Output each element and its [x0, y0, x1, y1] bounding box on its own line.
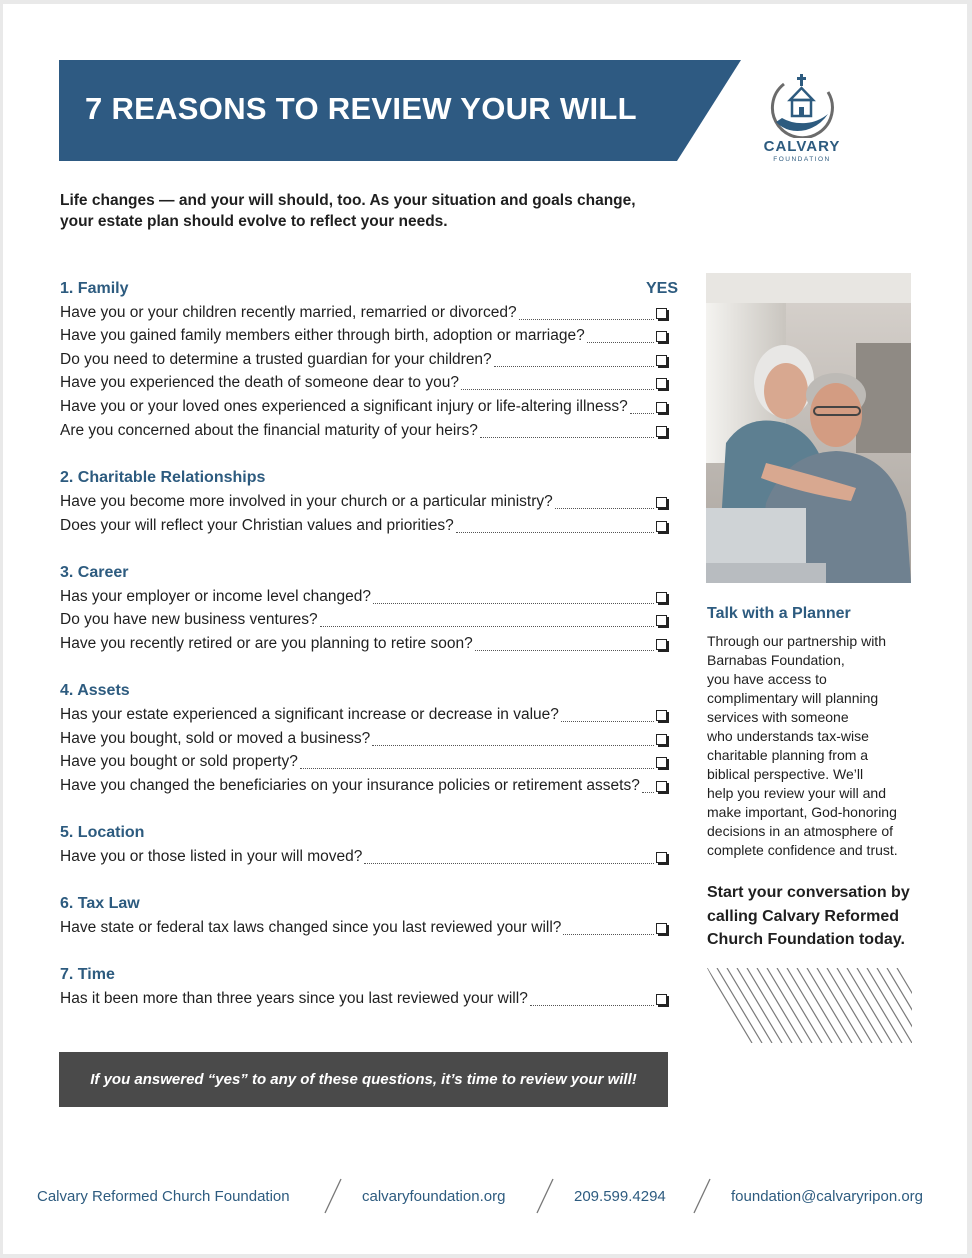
checklist-item [60, 917, 670, 939]
logo-name: CALVARY [763, 138, 841, 155]
checkbox[interactable] [656, 994, 667, 1005]
checkbox[interactable] [656, 378, 667, 389]
checkbox[interactable] [656, 615, 667, 626]
question-text: Have you or those listed in your will moved? [60, 848, 363, 865]
checklist-item [60, 586, 670, 608]
checkbox[interactable] [656, 923, 667, 934]
checkbox[interactable] [656, 355, 667, 366]
checklist-item [60, 349, 670, 371]
intro-line: Life changes — and your will should, too. As your situation and goals change, [60, 192, 636, 209]
section-heading: 4. Assets [60, 682, 130, 699]
question-text: Have you or your children recently married, remarried or divorced? [60, 304, 517, 321]
dot-leader [494, 353, 654, 367]
dot-leader [587, 329, 654, 343]
question-text: Has your estate experienced a significant increase or decrease in value? [60, 706, 559, 723]
checkbox[interactable] [656, 710, 667, 721]
checklist-item [60, 515, 670, 537]
footer-divider [323, 1177, 343, 1215]
question-text: Have you changed the beneficiaries on your insurance policies or retirement assets? [60, 777, 640, 794]
sidebar-line: complimentary will planning [707, 690, 879, 706]
intro-line: your estate plan should evolve to reflect your needs. [60, 213, 448, 230]
question-text: Have you become more involved in your church or a particular ministry? [60, 493, 553, 510]
checklist-item [60, 491, 670, 513]
sidebar-line: decisions in an atmosphere of [707, 823, 893, 839]
footer-email-link[interactable]: foundation@calvaryripon.org [731, 1188, 924, 1205]
footer-phone[interactable]: 209.599.4294 [574, 1188, 666, 1205]
footer-divider [535, 1177, 555, 1215]
page-title: 7 REASONS TO REVIEW YOUR WILL [85, 91, 637, 126]
question-text: Have state or federal tax laws changed since you last reviewed your will? [60, 919, 562, 936]
dot-leader [530, 992, 654, 1006]
checkbox[interactable] [656, 592, 667, 603]
question-text: Does your will reflect your Christian values and priorities? [60, 517, 454, 534]
checkbox[interactable] [656, 426, 667, 437]
question-text: Have you experienced the death of someone dear to you? [60, 374, 459, 391]
sidebar-line: services with someone [707, 709, 849, 725]
question-text: Have you or your loved ones experienced a significant injury or life-altering illness? [60, 398, 628, 415]
dot-leader [456, 519, 654, 533]
sidebar-line: make important, God-honoring [707, 804, 897, 820]
question-text: Have you recently retired or are you planning to retire soon? [60, 635, 473, 652]
dot-leader [563, 921, 654, 935]
cta-line: Start your conversation by [707, 884, 910, 901]
checkbox[interactable] [656, 734, 667, 745]
question-text: Do you need to determine a trusted guardian for your children? [60, 351, 492, 368]
diagonal-hatch-decoration [707, 968, 912, 1043]
calvary-logo [762, 70, 842, 170]
sidebar-line: Through our partnership with [707, 633, 886, 649]
dot-leader [320, 613, 654, 627]
checklist-item [60, 372, 670, 394]
checklist-item [60, 609, 670, 631]
sidebar-call-to-action [707, 881, 927, 952]
section-heading: 5. Location [60, 824, 145, 841]
checklist-item [60, 302, 670, 324]
logo-subtitle: FOUNDATION [773, 156, 831, 163]
question-text: Have you bought or sold property? [60, 753, 298, 770]
title-banner [59, 60, 741, 161]
sidebar-line: help you review your will and [707, 785, 886, 801]
section-heading: 3. Career [60, 564, 129, 581]
footer-divider [692, 1177, 712, 1215]
checklist-item [60, 775, 670, 797]
dot-leader [461, 376, 654, 390]
sidebar-heading: Talk with a Planner [707, 605, 851, 622]
dot-leader [630, 400, 654, 414]
question-text: Has your employer or income level changed? [60, 588, 372, 605]
checklist-item [60, 728, 670, 750]
checkbox[interactable] [656, 781, 667, 792]
question-text: Has it been more than three years since you last reviewed your will? [60, 990, 528, 1007]
sidebar-body [707, 632, 917, 860]
checklist-item [60, 325, 670, 347]
checkbox[interactable] [656, 331, 667, 342]
question-text: Have you bought, sold or moved a business? [60, 730, 371, 747]
sidebar-line: complete confidence and trust. [707, 842, 898, 858]
dot-leader [555, 495, 654, 509]
checkbox[interactable] [656, 639, 667, 650]
dot-leader [480, 424, 654, 438]
footer-website-link[interactable]: calvaryfoundation.org [362, 1188, 506, 1205]
checklist-item [60, 751, 670, 773]
dot-leader [364, 850, 654, 864]
checklist-item [60, 846, 670, 868]
section-heading: 2. Charitable Relationships [60, 469, 266, 486]
yes-column-label: YES [646, 280, 679, 297]
checklist-item [60, 704, 670, 726]
dot-leader [561, 708, 654, 722]
question-text: Do you have new business ventures? [60, 611, 318, 628]
sidebar-line: who understands tax-wise [707, 728, 869, 744]
question-text: Have you gained family members either through birth, adoption or marriage? [60, 327, 585, 344]
sidebar-line: biblical perspective. We’ll [707, 766, 864, 782]
review-callout: If you answered “yes” to any of these questions, it’s time to review your will! [59, 1052, 668, 1107]
checkbox[interactable] [656, 308, 667, 319]
cta-line: Church Foundation today. [707, 931, 905, 948]
section-heading: 1. Family [60, 280, 129, 297]
sidebar-line: charitable planning from a [707, 747, 869, 763]
cta-line: calling Calvary Reformed [707, 907, 900, 925]
checklist-item [60, 988, 670, 1010]
church-hands-icon [762, 70, 842, 138]
checklist-item [60, 420, 670, 442]
couple-photo [706, 273, 911, 583]
checklist-item [60, 633, 670, 655]
checkbox[interactable] [656, 521, 667, 532]
section-heading: 6. Tax Law [60, 895, 140, 912]
checklist-item [60, 396, 670, 418]
checkbox[interactable] [656, 497, 667, 508]
sidebar-line: you have access to [707, 671, 827, 687]
question-text: Are you concerned about the financial maturity of your heirs? [60, 422, 478, 439]
checkbox[interactable] [656, 402, 667, 413]
dot-leader [372, 732, 654, 746]
sidebar-line: Barnabas Foundation, [707, 652, 845, 668]
dot-leader [642, 779, 654, 793]
dot-leader [519, 306, 654, 320]
checkbox[interactable] [656, 757, 667, 768]
dot-leader [300, 755, 654, 769]
dot-leader [475, 637, 654, 651]
intro-text [60, 190, 700, 232]
footer-org-name: Calvary Reformed Church Foundation [37, 1188, 290, 1205]
dot-leader [373, 590, 654, 604]
section-heading: 7. Time [60, 966, 115, 983]
checkbox[interactable] [656, 852, 667, 863]
